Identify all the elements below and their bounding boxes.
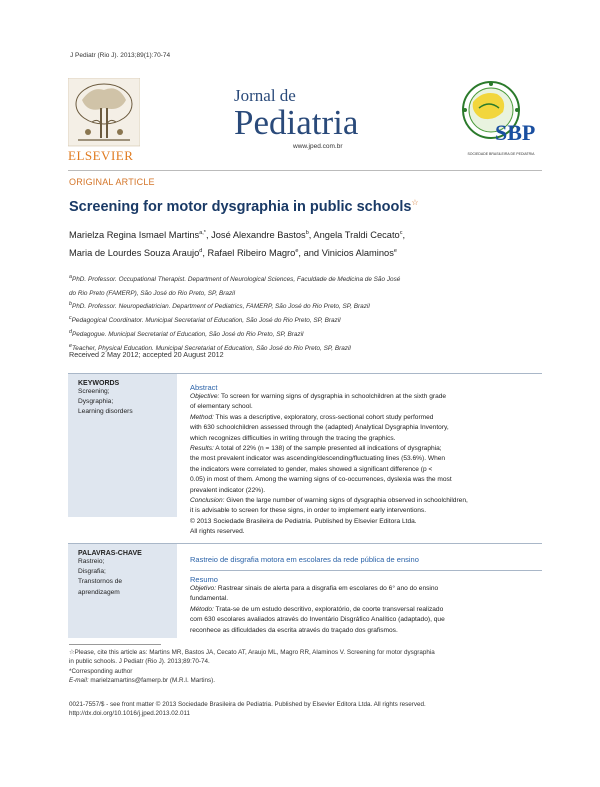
- keyword-item: Dysgraphia;: [78, 398, 114, 406]
- resumo-line: fundamental.: [190, 595, 229, 603]
- footnote-rule: [69, 644, 161, 645]
- keyword-item: Screening;: [78, 388, 110, 395]
- palavra-item: aprendizagem: [78, 588, 120, 596]
- author-2-affil[interactable]: b: [305, 230, 309, 236]
- received-dates: Received 2 May 2012; accepted 20 August 2012: [69, 350, 224, 359]
- author-3-affil[interactable]: c: [399, 230, 403, 236]
- affiliation-e: $^e$Teacher, Physical Education. Municipal Secretariat of Education, São José do Rio Preto, SP, Brazil: [69, 342, 351, 352]
- abstract-line: which recognizes difficulties in writing through the tracing the graphics.: [190, 434, 396, 442]
- abstract-line: Conclusion: Given the large number of warning signs of dysgraphia observed in schoolchildren,: [190, 497, 468, 505]
- resumo-heading: Resumo: [190, 575, 218, 584]
- affiliation-b: $^b$PhD. Professor. Neuropediatrician. Department of Pediatrics, FAMERP, São José do Rio Preto, SP, Brazil: [69, 301, 370, 311]
- abstract-line: prevalent indicator (22%).: [190, 486, 266, 494]
- page-footer: [69, 700, 426, 719]
- corresponding-author: *Corresponding author: [69, 667, 133, 675]
- title-footnote-mark[interactable]: ☆: [411, 198, 419, 207]
- author-4: Maria de Lourdes Souza Araujo: [69, 248, 200, 259]
- keyword-item: Learning disorders: [78, 408, 133, 416]
- section-label: ORIGINAL ARTICLE: [69, 177, 155, 187]
- affiliation-a: $^a$PhD. Professor. Occupational Therapist. Department of Neurological Sciences, Faculdade de Medicina de São José: [69, 274, 401, 284]
- affiliations: [69, 272, 544, 354]
- author-6-affil[interactable]: e: [393, 248, 397, 255]
- article-title-text: Screening for motor dysgraphia in public schools: [69, 198, 412, 215]
- abstract-line: © 2013 Sociedade Brasileira de Pediatria. Published by Elsevier Editora Ltda.: [190, 517, 417, 525]
- resumo: [190, 575, 542, 636]
- palavra-item: Disgrafia;: [78, 568, 106, 576]
- author-2: José Alexandre Bastos: [211, 230, 306, 241]
- author-5: Rafael Ribeiro Magro: [207, 248, 296, 259]
- citation-footnote: ☆Please, cite this article as: Martins MR, Bastos JA, Cecato AT, Araujo ML, Magro RR, Alaminos V. Screening for motor dysgraphia in public schools. J Pediatr (Rio J). 2013;89:70-74. *Corresponding author E-mail: marielzamartins@famerp.br (M.R.I. Martins).: [69, 649, 435, 685]
- pt-title-rule: [190, 570, 542, 571]
- author-1: Marielza Regina Ismael Martins: [69, 230, 200, 241]
- journal-url[interactable]: www.jped.com.br: [293, 143, 343, 150]
- palavras-heading: PALAVRAS-CHAVE: [78, 550, 142, 557]
- author-6: Vinicios Alaminos: [321, 248, 394, 259]
- journal-name: Pediatria: [234, 103, 359, 142]
- abstract-line: Method: This was a descriptive, exploratory, cross-sectional cohort study performed: [190, 413, 434, 421]
- sbp-abbr: SBP: [495, 120, 536, 145]
- journal-subtitle: Jornal de: [234, 86, 296, 105]
- pt-title: Rastreio de disgrafia motora em escolares da rede pública de ensino: [190, 555, 419, 564]
- author-4-affil[interactable]: d: [199, 248, 203, 255]
- abstract-line: with 630 schoolchildren assessed through the (adapted) Analytical Dysgraphia Inventory,: [190, 424, 449, 432]
- keywords-heading: KEYWORDS: [78, 380, 120, 387]
- publisher-wordmark: ELSEVIER: [68, 148, 134, 163]
- abstract-line: Results: A total of 22% (n = 138) of the sample presented all indications of dysgraphia;: [190, 445, 442, 453]
- sbp-society-logo: [459, 78, 539, 160]
- email-line: E-mail: marielzamartins@famerp.br (M.R.I. Martins).: [69, 677, 215, 685]
- abstract-line: All rights reserved.: [190, 528, 245, 536]
- abstract-pt: [190, 555, 542, 564]
- doi-link[interactable]: http://dx.doi.org/10.1016/j.jped.2013.02.011: [69, 710, 191, 718]
- keywords-box: [68, 374, 177, 517]
- palavra-item: Rastreio;: [78, 558, 105, 565]
- abstract-en: [190, 383, 542, 538]
- resumo-line: com 630 escolares avaliados através do Inventário Disgráfico Analítico (adaptado), que: [190, 616, 445, 624]
- copyright-line: 0021-7557/$ - see front matter © 2013 Sociedade Brasileira de Pediatria. Published by Elsevier Editora Ltda. All rights reserved.: [69, 701, 426, 708]
- abstract-line: Objective: To screen for warning signs of dysgraphia in schoolchildren at the sixth grade: [190, 393, 447, 400]
- article-title: [69, 198, 419, 215]
- palavras-chave-box: [68, 544, 177, 638]
- resumo-line: reconhece as dificuldades da escrita através do traçado dos grafismos.: [190, 626, 398, 634]
- affiliation-c: $^c$Pedagogical Coordinator. Municipal Secretariat of Education, São José do Rio Preto, SP, Brazil: [69, 315, 341, 325]
- affiliation-d: $^d$Pedagogue. Municipal Secretariat of Education, São José do Rio Preto, SP, Brazil: [69, 328, 304, 338]
- affiliation-a-cont: do Rio Preto (FAMERP), São José do Rio Preto, SP, Brazil: [69, 289, 235, 297]
- resumo-line: Objetivo: Rastrear sinais de alerta para a disgrafia em escolares do 6° ano do ensino: [190, 585, 439, 592]
- sbp-caption: SOCIEDADE BRASILEIRA DE PEDIATRIA: [467, 152, 535, 156]
- palavra-item: Transtornos de: [78, 578, 123, 586]
- header-rule: [68, 170, 542, 171]
- abstract-line: it is advisable to screen for these signs, in order to implement early interventions.: [190, 507, 427, 515]
- author-1-affil[interactable]: a,*: [199, 230, 206, 236]
- email-link[interactable]: marielzamartins@famerp.br (M.R.I. Martins).: [88, 677, 215, 685]
- journal-citation: J Pediatr (Rio J). 2013;89(1):70-74: [70, 52, 171, 59]
- abstract-heading: Abstract: [190, 383, 218, 392]
- author-3: Angela Traldi Cecato: [313, 230, 400, 241]
- author-5-affil[interactable]: e: [295, 248, 299, 255]
- author-list: Marielza Regina Ismael Martins$^{a,*}$, José Alexandre Bastos$^b$, Angela Traldi Cecato$^c$, Maria de Lourdes Souza Araujo$^d$, Rafael Ribeiro Magro$^e$, and Vinicios Alaminos$^e$: [69, 230, 406, 259]
- abstract-line: the most prevalent indicator was ascending/descending/fluctuating lines (53.6%). When: [190, 455, 446, 463]
- abstract-line: of elementary school.: [190, 403, 253, 411]
- abstract-line: the indicators were correlated to gender, males showed a significant difference (p <: [190, 465, 433, 473]
- abstract-line: 0.05) in most of them. Among the warning signs of co-occurrences, dyslexia was the most: [190, 476, 452, 484]
- resumo-line: Método: Trata-se de um estudo descritivo, exploratório, de coorte transversal realizado: [190, 605, 444, 613]
